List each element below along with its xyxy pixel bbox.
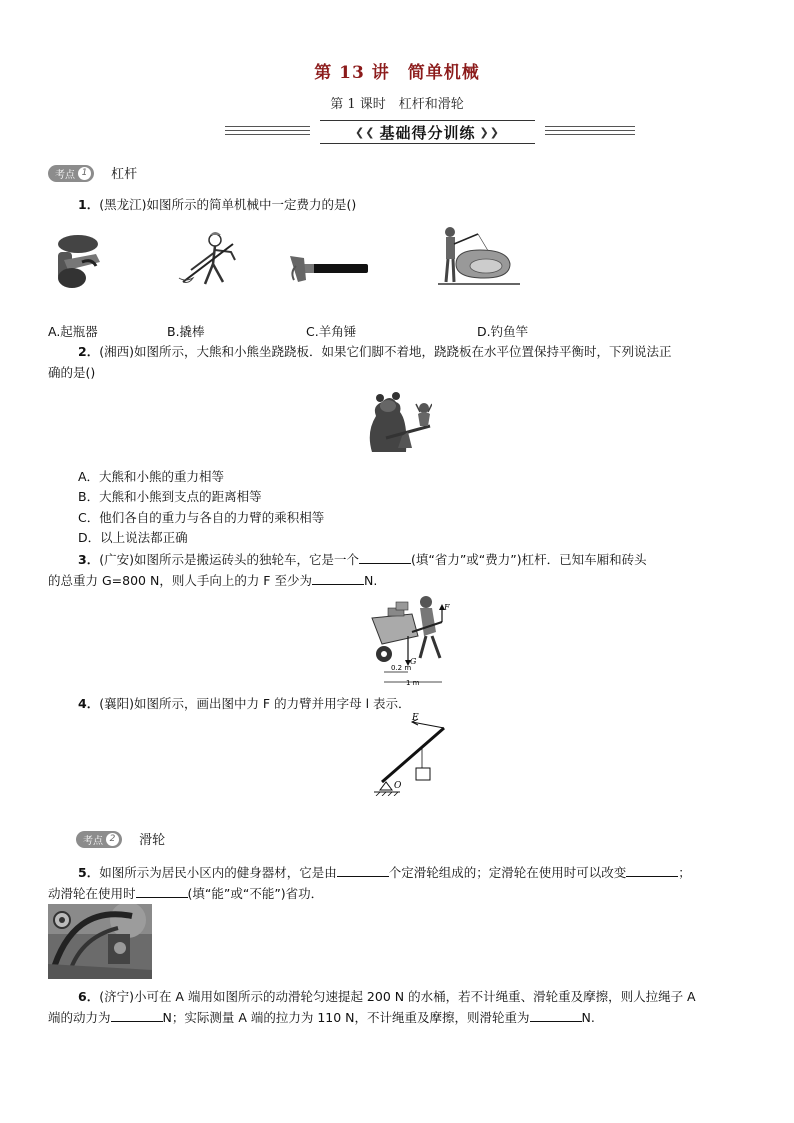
topic-badge: 考点 2: [76, 831, 122, 848]
lever-diagram: [372, 712, 452, 796]
section-header-1: [48, 163, 137, 182]
claw-hammer-image: [288, 252, 370, 286]
force-label: F: [444, 603, 450, 612]
answer-blank[interactable]: [530, 1009, 582, 1022]
q2-option-d: D．以上说法都正确: [78, 530, 188, 545]
question-5: 5．如图所示为居民小区内的健身器材，它是由 个定滑轮组成的；定滑轮在使用时可以改变 ；: [78, 865, 691, 880]
banner-box: [320, 120, 535, 144]
question-2-line2: 确的是(): [48, 365, 96, 380]
answer-blank[interactable]: [626, 864, 678, 877]
distance-label-2: 1 m: [406, 679, 420, 687]
crowbar-image: [175, 230, 240, 290]
pivot-label: O: [394, 781, 402, 791]
answer-blank[interactable]: [312, 572, 364, 585]
q1-option-b: B.撬棒: [167, 324, 205, 339]
answer-blank[interactable]: [337, 864, 389, 877]
wheelbarrow-image: [366, 592, 460, 688]
q2-option-b: B．大熊和小熊到支点的距离相等: [78, 489, 262, 504]
question-4: 4．(襄阳)如图所示，画出图中力 F 的力臂并用字母 l 表示．: [78, 696, 411, 711]
answer-blank[interactable]: [136, 885, 188, 898]
question-1: 1．(黑龙江)如图所示的简单机械中一定费力的是(): [78, 197, 357, 212]
answer-blank[interactable]: [111, 1009, 163, 1022]
section-title: 杠杆: [111, 167, 138, 182]
seesaw-bears-image: [366, 388, 432, 454]
topic-badge: 考点 1: [48, 165, 94, 182]
chevron-left-icon: ❮❮: [355, 125, 376, 139]
question-3-line2: 的总重力 G=800 N，则人手向上的力 F 至少为 N.: [48, 573, 378, 588]
answer-blank[interactable]: [359, 551, 411, 564]
bottle-opener-image: [50, 232, 105, 290]
banner-label: 基础得分训练: [379, 123, 476, 142]
force-label: F: [412, 713, 419, 723]
question-3: 3．(广安)如图所示是搬运砖头的独轮车，它是一个 (填“省力”或“费力”)杠杆．已知车厢和砖头: [78, 552, 647, 567]
distance-label-1: 0.2 m: [391, 664, 412, 672]
question-5-line2: 动滑轮在使用时 (填“能”或“不能”)省功．: [48, 886, 324, 901]
section-banner: [225, 120, 635, 142]
q1-option-a: A.起瓶器: [48, 324, 98, 339]
gravity-label: G: [410, 657, 417, 666]
q1-option-d: D.钓鱼竿: [477, 324, 529, 339]
page-title: 第 13 讲 简单机械: [314, 63, 480, 83]
chevron-right-icon: ❯❯: [479, 125, 500, 139]
question-6: 6．(济宁)小可在 A 端用如图所示的动滑轮匀速提起 200 N 的水桶，若不计绳重、滑轮重及摩擦，则人拉绳子 A: [78, 989, 696, 1004]
section-title: 滑轮: [139, 833, 166, 848]
page-subtitle: 第 1 课时 杠杆和滑轮: [330, 97, 464, 112]
question-6-line2: 端的动力为 N；实际测量 A 端的拉力为 110 N，不计绳重及摩擦，则滑轮重为 N.: [48, 1010, 595, 1025]
q1-option-c: C.羊角锤: [306, 324, 357, 339]
fishing-rod-image: [438, 224, 520, 290]
q2-option-c: C．他们各自的重力与各自的力臂的乘积相等: [78, 510, 325, 525]
q2-option-a: A．大熊和小熊的重力相等: [78, 469, 225, 484]
question-2: 2．(湘西)如图所示，大熊和小熊坐跷跷板．如果它们脚不着地，跷跷板在水平位置保持平衡时，下列说法正: [78, 344, 672, 359]
section-header-2: [76, 829, 165, 848]
fitness-equipment-photo: [48, 904, 152, 979]
